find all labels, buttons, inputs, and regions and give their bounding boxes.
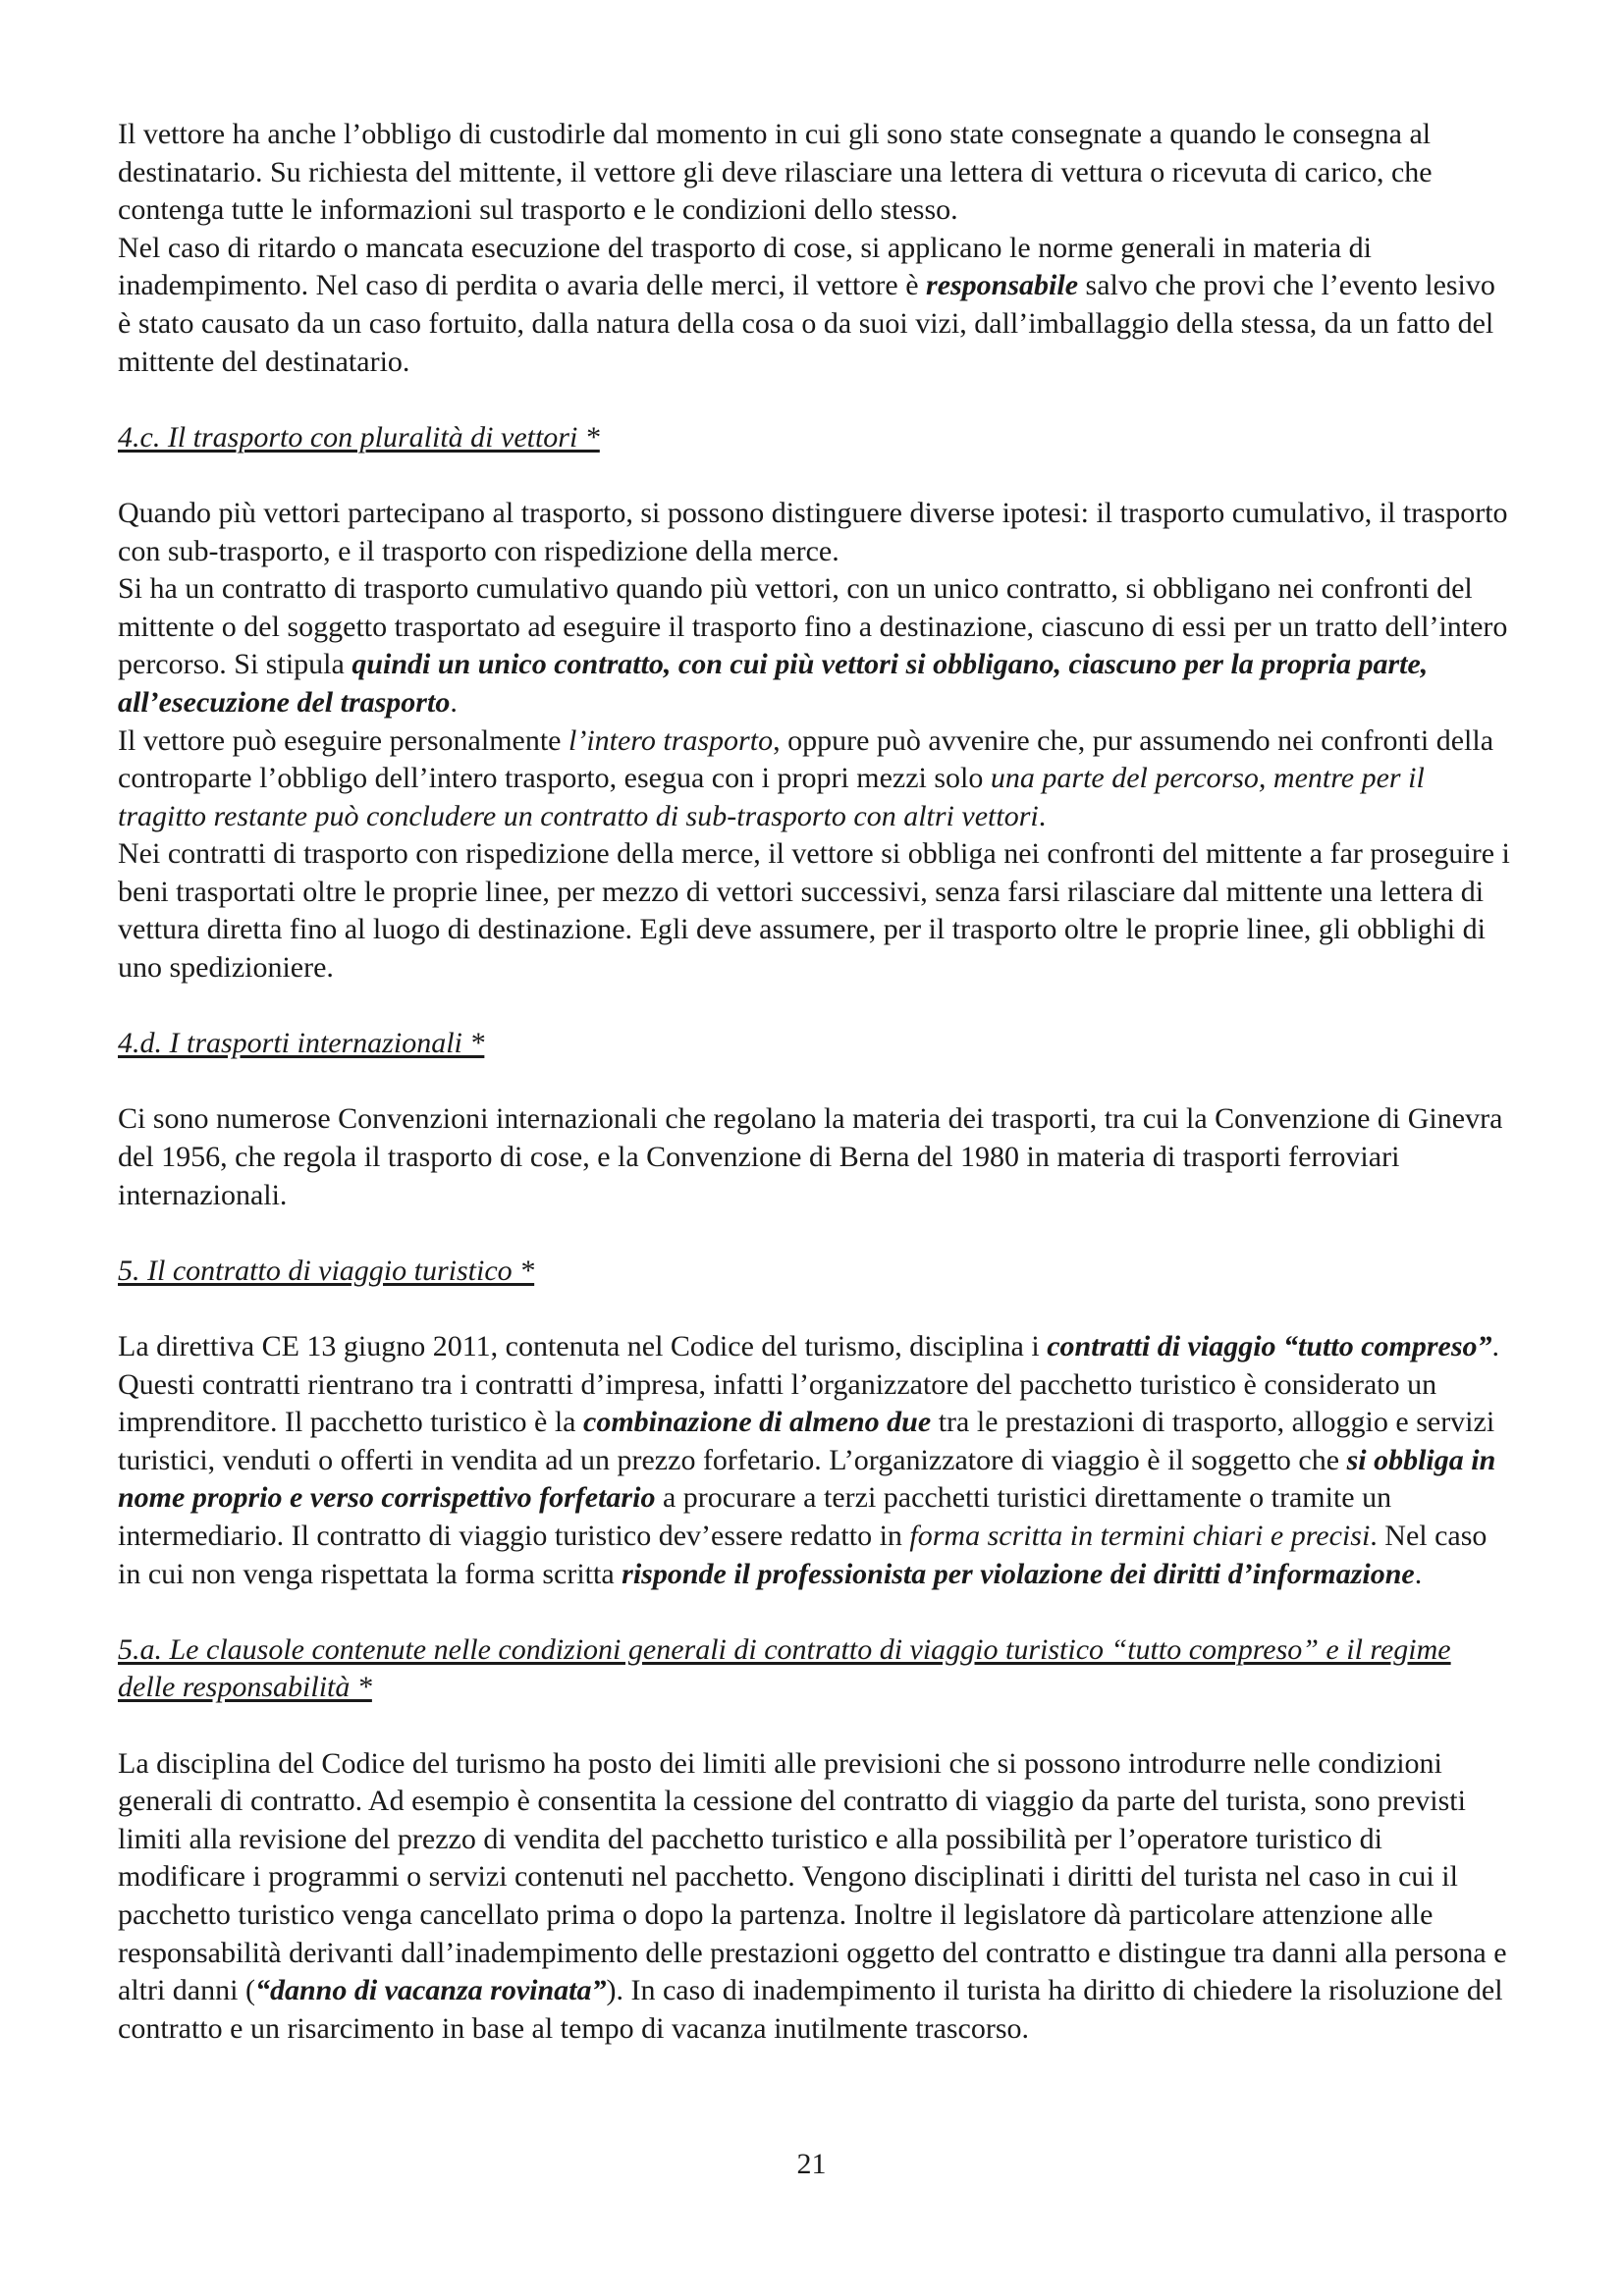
text-run: La disciplina del Codice del turismo ha posto dei limiti alle previsioni che si possono introdurre nelle condizioni generali di contratto. Ad esempio è consentita la cessione del contratto di viaggio da parte del turista, sono previsti limiti alla revisione del prezzo di vendita del pacchetto turistico e alla possibilità per l’operatore turistico di modificare i programmi o servizi contenuti nel pacchetto. Vengono disciplinati i diritti del turista nel caso in cui il pacchetto turistico venga cancellato prima o dopo la partenza. Inoltre il legislatore dà particolare attenzione alle responsabilità derivanti dall’inadempimento delle prestazioni oggetto del contratto e distingue tra danni alla persona e altri danni ( — [118, 1746, 1507, 2007]
italic-text: forma scritta in termini chiari e precisi — [909, 1519, 1371, 1552]
emphasis-text: responsabile — [926, 269, 1079, 302]
text-run: . Nel caso in cui non venga rispettata la forma scritta — [118, 1519, 1488, 1590]
emphasis-text: contratti di viaggio “tutto compreso” — [1047, 1330, 1492, 1362]
text-run: tra le prestazioni di trasporto, alloggio e servizi turistici, venduti o offerti in vendita ad un prezzo forfetario. L’organizzatore di viaggio è il soggetto che — [118, 1406, 1495, 1476]
section-heading-4d: 4.d. I trasporti internazionali * — [118, 1027, 485, 1060]
text-run: , oppure può avvenire che, pur assumendo nei confronti della controparte l’obbligo dell’intero trasporto, esegua con i propri mezzi solo — [118, 723, 1494, 795]
italic-text: l’intero trasporto — [568, 723, 774, 757]
emphasis-text: quindi un unico contratto, con cui più vettori si obbligano, ciascuno per la propria parte, all’esecuzione del trasporto — [118, 648, 1429, 719]
section-heading-5: 5. Il contratto di viaggio turistico * — [118, 1254, 535, 1287]
text-run: Si ha un contratto di trasporto cumulativo quando più vettori, con un unico contratto, si obbligano nei confronti del mittente o del soggetto trasportato ad eseguire il trasporto fino a destinazione, ciascuno di essi per un tratto dell’intero percorso. Si stipula — [118, 572, 1508, 681]
section-5a-paragraph-1 — [118, 1745, 1512, 2049]
emphasis-text: combinazione di almeno due — [583, 1406, 932, 1439]
section-4c-paragraph-2 — [118, 570, 1512, 721]
italic-text: una parte del percorso, mentre per il tragitto restante può concludere un contratto di sub-trasporto con altri vettori — [118, 762, 1425, 832]
text-run: . Questi contratti rientrano tra i contratti d’impresa, infatti l’organizzatore del pacchetto turistico è considerato un imprenditore. Il pacchetto turistico è la — [118, 1330, 1500, 1439]
text-run: La direttiva CE 13 giugno 2011, contenuta nel Codice del turismo, disciplina i — [118, 1330, 1048, 1362]
section-4c-paragraph-1: Quando più vettori partecipano al trasporto, si possono distinguere diverse ipotesi: il trasporto cumulativo, il trasporto con sub-trasporto, e il trasporto con rispedizione della merce. — [118, 496, 1508, 567]
section-4d-paragraph-1: Ci sono numerose Convenzioni internazionali che regolano la materia dei trasporti, tra cui la Convenzione di Ginevra del 1956, che regola il trasporto di cose, e la Convenzione di Berna del 1980 in materia di trasporti ferroviari internazionali. — [118, 1102, 1503, 1211]
emphasis-text: “danno di vacanza rovinata” — [254, 1974, 607, 2007]
text-run: a procurare a terzi pacchetti turistici direttamente o tramite un intermediario. Il contratto di viaggio turistico dev’essere redatto in — [118, 1481, 1392, 1552]
emphasis-text: si obbliga in nome proprio e verso corrispettivo forfetario — [118, 1443, 1496, 1515]
section-heading-4c: 4.c. Il trasporto con pluralità di vettori * — [118, 420, 600, 454]
text-run: . — [450, 685, 458, 719]
section-heading-5a: 5.a. Le clausole contenute nelle condizioni generali di contratto di viaggio turistico “tutto compreso” e il regime delle responsabilità * — [118, 1632, 1451, 1704]
emphasis-text: risponde il professionista per violazione dei diritti d’informazione — [622, 1557, 1415, 1590]
document-page — [118, 116, 1512, 2048]
text-run: . — [1038, 799, 1047, 832]
text-run: . — [1414, 1557, 1423, 1590]
page-number: 21 — [796, 2148, 827, 2180]
intro-paragraph-2 — [118, 230, 1512, 381]
text-run: Il vettore può eseguire personalmente — [118, 723, 568, 757]
text-run: ). In caso di inadempimento il turista ha diritto di chiedere la risoluzione del contratto e un risarcimento in base al tempo di vacanza inutilmente trascorso. — [118, 1974, 1503, 2045]
intro-paragraph-1: Il vettore ha anche l’obbligo di custodirle dal momento in cui gli sono state consegnate a quando le consegna al destinatario. Su richiesta del mittente, il vettore gli deve rilasciare una lettera di vettura o ricevuta di carico, che contenga tutte le informazioni sul trasporto e le condizioni dello stesso. — [118, 118, 1433, 227]
text-run: Nel caso di ritardo o mancata esecuzione del trasporto di cose, si applicano le norme generali in materia di inadempimento. Nel caso di perdita o avaria delle merci, il vettore è — [118, 231, 1373, 302]
text-run: salvo che provi che l’evento lesivo è stato causato da un caso fortuito, dalla natura della cosa o da suoi vizi, dall’imballaggio della stessa, da un fatto del mittente del destinatario. — [118, 269, 1495, 378]
section-5-paragraph-1 — [118, 1328, 1512, 1593]
section-4c-paragraph-3 — [118, 722, 1512, 836]
section-4c-paragraph-4: Nei contratti di trasporto con rispedizione della merce, il vettore si obbliga nei confronti del mittente a far proseguire i beni trasportati oltre le proprie linee, per mezzo di vettori successivi, senza farsi rilasciare dal mittente una lettera di vettura diretta fino al luogo di destinazione. Egli deve assumere, per il trasporto oltre le proprie linee, gli obblighi di uno spedizioniere. — [118, 837, 1510, 985]
